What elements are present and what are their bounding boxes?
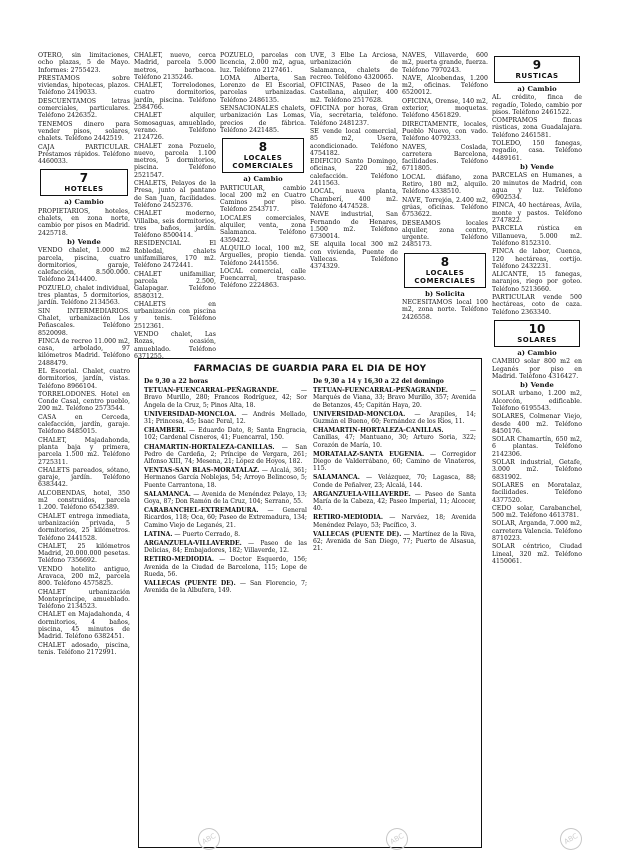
classified-ad: OFICINA por horas, Gran Vía, secretaria, teléfono. Teléfono 2481237. bbox=[310, 105, 398, 127]
classified-ad: COMPRAMOS fincas rústicas, zona Guadalajara. Teléfono 2461581. bbox=[492, 117, 582, 139]
district-name: CHAMBERI. bbox=[144, 427, 186, 435]
classified-ad: SOLAR céntrico, Ciudad Lineal, 320 m2. Teléfono 4150061. bbox=[492, 543, 582, 565]
district-name: ARGANZUELA-VILLAVERDE. bbox=[144, 540, 242, 548]
pharmacy-addresses: — Velázquez, 70; Lagasca, 88; Conde de Peñalver, 23; Alcalá, 144. bbox=[313, 474, 476, 489]
pharmacy-addresses: — Narváez, 18; Avenida Menéndez Pelayo, 53; Pacífico, 3. bbox=[313, 514, 476, 529]
classified-ad: CHALETS, Pelayos de la Presa, junto al pantano de San Juan, facilidades. Teléfono 2452376. bbox=[134, 180, 216, 209]
watermark-stamp: ABC bbox=[382, 824, 412, 854]
pharmacy-addresses: — Paseo de Santa María de la Cabeza, 42; Paseo Imperial, 11; Alcocer, 40. bbox=[313, 490, 476, 513]
classified-ad: CHALET adosado, piscina, tenis. Teléfono 2172991. bbox=[38, 641, 130, 656]
classified-ad: CHALET, 25 kilómetros Madrid, 20.000.000 pesetas. Teléfono 7356692. bbox=[38, 542, 130, 565]
pharmacy-hours: De 9,30 a 22 horas bbox=[144, 378, 209, 385]
pharmacy-column-right bbox=[313, 378, 476, 596]
classified-ad: SOLAR urbano, 1.200 m2, Alcorcón, edificable. Teléfono 6195543. bbox=[492, 390, 582, 412]
section-name: HOTELES bbox=[64, 185, 104, 194]
classified-ad: NAVE, Alcobendas, 1.200 m2, oficinas. Teléfono 6520012. bbox=[402, 74, 488, 97]
pharmacy-addresses: — Eduardo Dato, 8; Santa Engracia, 102; Cardenal Cisneros, 41; Fuencarral, 150. bbox=[144, 427, 307, 442]
pharmacy-entry bbox=[144, 467, 307, 489]
classified-ad: CHALET unifamiliar, parcela 2.500, Galapagar. Teléfono 8580312. bbox=[134, 270, 216, 300]
classified-ad: VENDO chalet, Las Rozas, ocasión, amueblado. Teléfono 6371255. bbox=[134, 330, 216, 360]
pharmacy-entry bbox=[144, 491, 307, 505]
classified-ad: DESEAMOS locales alquiler, zona centro, urgente. Teléfono 2485173. bbox=[402, 219, 488, 249]
pharmacy-entry bbox=[144, 540, 307, 554]
classified-ad: SE vende local comercial, 85 m2, Usera, acondicionado. Teléfono 4754182. bbox=[310, 127, 398, 157]
column-1 bbox=[38, 52, 130, 657]
district-name: LATINA. bbox=[144, 530, 173, 538]
district-name: VENTAS-SAN BLAS-MORATALAZ. bbox=[144, 467, 260, 475]
pharmacy-addresses: — Paseo de las Delicias, 84; Embajadores, 182; Villaverde, 12. bbox=[144, 540, 307, 555]
classified-ad: ALICANTE, 15 fanegas, naranjos, riego por goteo. Teléfono 5213660. bbox=[492, 271, 582, 293]
classified-ad: EL Escorial. Chalet, cuatro dormitorios, jardín, vistas. Teléfono 8966104. bbox=[38, 367, 130, 390]
subsection-cambio: a) Cambio bbox=[243, 175, 283, 184]
pharmacy-box bbox=[138, 358, 482, 848]
column-3 bbox=[220, 52, 306, 291]
classified-ad: DESCUENTAMOS letras comerciales, particulares. Teléfono 2426352. bbox=[38, 97, 130, 120]
pharmacy-addresses: — Puerto Cerrado, 8. bbox=[172, 530, 241, 538]
pharmacy-entry bbox=[144, 580, 307, 594]
classified-ad: AL crédito, finca de regadío, Toledo, cambio por pisos. Teléfono 2461522. bbox=[492, 94, 582, 116]
classified-ad: ALCOBENDAS, hotel, 350 m2 construidos, parcela 1.200. Teléfono 6542389. bbox=[38, 489, 130, 512]
classified-ad: OFICINA, Orense, 140 m2, exterior, moquetas. Teléfono 4561829. bbox=[402, 97, 488, 120]
classified-ad: VENDO chalet, 1.000 m2 parcela, piscina, cuatro dormitorios, garaje, calefacción, 8.500.000. Teléfono 2414400. bbox=[38, 247, 130, 284]
section-name: RUSTICAS bbox=[515, 72, 559, 80]
classified-ad: CHALET en Majadahonda, 4 dormitorios, 4 baños, piscina, 45 minutos de Madrid. Teléfono 6382451. bbox=[38, 611, 130, 641]
pharmacy-addresses: — Canillas, 47; Mantuano, 30; Arturo Soria, 322; Corazón de María, 10. bbox=[313, 427, 476, 449]
classified-ad: CHALET moderno, Villalba, seis dormitorios, tres baños, jardín. Teléfono 8500414. bbox=[134, 210, 216, 240]
section-header-locales-2 bbox=[404, 253, 486, 288]
pharmacy-addresses: — Alcalá, 361; Hermanos García Noblejas, 54; Arroyo Belincoso, 5; Fuente Carrantona, 18. bbox=[144, 467, 307, 489]
classified-ad: PARCELAS en Humanes, a 20 minutos de Madrid, con agua y luz. Teléfono 6902534. bbox=[492, 172, 582, 202]
classified-ad: NAVES, Villaverde, 600 m2, puerta grande, fuerza. Teléfono 7970243. bbox=[402, 52, 488, 74]
section-number: 10 bbox=[528, 321, 546, 336]
classified-ad: SE alquila local 300 m2 con vivienda, Puente de Vallecas. Teléfono 4374329. bbox=[310, 241, 398, 271]
pharmacy-addresses: — Andrés Mellado, 31; Princesa, 45; Isaac Peral, 12. bbox=[144, 410, 307, 426]
classified-ad: CASA en Cerceda, calefacción, jardín, garaje. Teléfono 8485015. bbox=[38, 413, 130, 436]
classified-ad: SIN INTERMEDIARIOS. Chalet, urbanización Los Peñascales. Teléfono 8520098. bbox=[38, 307, 130, 337]
pharmacy-entry bbox=[313, 474, 476, 488]
pharmacy-entry bbox=[144, 427, 307, 441]
district-name: MORATALAZ-SANTA EUGENIA. bbox=[313, 450, 425, 458]
classified-ad: CHALET, nuevo, cerca Madrid, parcela 5.000 metros, barbacoa. Teléfono 2135246. bbox=[134, 52, 216, 81]
pharmacy-addresses: — Avenida de Menéndez Pelayo, 13; Goya, 87; Don Ramón de la Cruz, 104; Serrano, 55. bbox=[144, 490, 307, 506]
classified-ad: DIRECTAMENTE, locales, Pueblo Nuevo, con vado. Teléfono 4079233. bbox=[402, 120, 488, 143]
pharmacy-entry bbox=[144, 531, 307, 538]
classified-ad: POZUELO, parcelas con licencia, 2.000 m2, agua, luz. Teléfono 2127461. bbox=[220, 52, 306, 74]
pharmacy-entry bbox=[313, 427, 476, 449]
subsection-vende: b) Vende bbox=[520, 162, 554, 171]
classified-ad: CHALETS pareados, sótano, garaje, jardín. Teléfono 6383442. bbox=[38, 466, 130, 489]
pharmacy-hours: De 9,30 a 14 y 16,30 a 22 del domingo bbox=[313, 378, 444, 385]
section-header-locales bbox=[222, 138, 304, 173]
watermark-stamp: ABC bbox=[556, 824, 586, 854]
classified-ad: CEDO solar, Carabanchel, 500 m2. Teléfono 4613781. bbox=[492, 504, 582, 520]
classified-ad: NAVE industrial, San Fernando de Henares, 1.500 m2. Teléfono 6730014. bbox=[310, 211, 398, 241]
column-2 bbox=[134, 52, 216, 361]
column-5 bbox=[402, 52, 488, 322]
pharmacy-addresses: — Martínez de la Riva, 62; Avenida de San Diego, 77; Puerto de Alsasua, 21. bbox=[313, 530, 476, 553]
section-number: 8 bbox=[258, 140, 268, 155]
classified-ad: ALQUILO local, 100 m2, Arguelles, propio tienda. Teléfono 2441556. bbox=[220, 244, 306, 267]
pharmacy-entry bbox=[313, 514, 476, 528]
column-6 bbox=[492, 52, 582, 566]
district-name: VALLECAS (PUENTE DE). bbox=[313, 530, 402, 538]
classified-ad: PARCELA rústica en Villanueva, 5.000 m2. Teléfono 8152310. bbox=[492, 225, 582, 247]
classified-ad: LOCAL, nueva planta, Chamberí, 400 m2. Teléfono 4474528. bbox=[310, 188, 398, 210]
classified-ad: OFICINAS, Paseo de la Castellana, alquiler, 400 m2. Teléfono 2517628. bbox=[310, 82, 398, 104]
classified-ad: LOMA Alberta, San Lorenzo de El Escorial, parcelas urbanizadas. Teléfono 2486135. bbox=[220, 74, 306, 104]
pharmacy-addresses: — Corregidor Diego de Valderrábano, 60; Camino de Vinateros, 115. bbox=[313, 450, 476, 473]
classified-ad: TOLEDO, 150 fanegas, regadío, casa. Teléfono 4489161. bbox=[492, 140, 582, 162]
pharmacy-addresses: — Doctor Esquerdo, 156; Avenida de la Ciudad de Barcelona, 115; Lope de Rueda, 56. bbox=[144, 556, 307, 578]
watermark-stamp: ABC bbox=[194, 824, 224, 854]
pharmacy-entry bbox=[313, 531, 476, 553]
classified-ad: FINCA de recreo 11.000 m2, casa, arbolado, 97 kilómetros Madrid. Teléfono 2488479. bbox=[38, 337, 130, 367]
pharmacy-entry bbox=[313, 387, 476, 409]
classified-ad: VENDO hotelito antiguo, Aravaca, 200 m2, parcela 800. Teléfono 4575825. bbox=[38, 565, 130, 588]
column-4 bbox=[310, 52, 398, 272]
classified-ad: CHALET, Torrelodones, cuatro dormitorios, jardín, piscina. Teléfono 2584766. bbox=[134, 82, 216, 112]
pharmacy-entry bbox=[144, 507, 307, 529]
classified-ad: NECESITAMOS local 100 m2, zona norte. Teléfono 2426558. bbox=[402, 299, 488, 321]
classified-ad: CHALETS en urbanización con piscina y tenis. Teléfono 2512361. bbox=[134, 300, 216, 330]
classified-ad: POZUELO, chalet individual, tres plantas, 5 dormitorios, jardín. Teléfono 2134563. bbox=[38, 284, 130, 307]
classified-ad: TENEMOS dinero para vender pisos, solares, chalets. Teléfono 2442519. bbox=[38, 120, 130, 143]
section-header-rusticas bbox=[494, 56, 580, 83]
subsection-vende: b) Vende bbox=[67, 237, 101, 246]
district-name: CHAMARTIN-HORTALEZA-CANILLAS. bbox=[313, 427, 444, 435]
pharmacy-entry bbox=[144, 411, 307, 425]
classified-ad: SOLAR Chamartín, 650 m2, 6 plantas. Teléfono 2142306. bbox=[492, 436, 582, 458]
district-name: SALAMANCA. bbox=[313, 474, 360, 482]
classified-ad: SOLARES, Colmenar Viejo, desde 400 m2. Teléfono 8450176. bbox=[492, 413, 582, 435]
district-name: ARGANZUELA-VILLAVERDE. bbox=[313, 490, 411, 498]
pharmacy-entry bbox=[144, 556, 307, 578]
section-name: LOCALES COMERCIALES bbox=[414, 268, 476, 285]
district-name: TETUAN-FUENCARRAL-PEÑAGRANDE. bbox=[144, 387, 279, 395]
section-header-solares bbox=[494, 320, 580, 347]
district-name: CHAMARTIN-HORTALEZA-CANILLAS. bbox=[144, 443, 275, 451]
classified-ad: LOCALES comerciales, alquiler, venta, zona Salamanca. Teléfono 4359422. bbox=[220, 214, 306, 244]
subsection-solicita: b) Solicita bbox=[425, 289, 465, 298]
district-name: RETIRO-MEDIODIA. bbox=[313, 514, 384, 522]
pharmacy-entry bbox=[313, 491, 476, 513]
section-number: 7 bbox=[79, 171, 89, 186]
classified-ad: FINCA de labor, Cuenca, 120 hectáreas, cortijo. Teléfono 2432231. bbox=[492, 248, 582, 270]
district-name: UNIVERSIDAD-MONCLOA. bbox=[144, 410, 237, 418]
section-number: 9 bbox=[532, 58, 542, 72]
classified-ad: SOLAR, Arganda, 7.000 m2, carretera Valencia. Teléfono 8710223. bbox=[492, 520, 582, 543]
pharmacy-entry bbox=[144, 387, 307, 409]
classified-ad: NAVE, Torrejón, 2.400 m2, grúas, oficinas. Teléfono 6753622. bbox=[402, 196, 488, 219]
classified-ad: NAVES, Coslada, carretera Barcelona, facilidades. Teléfono 6711805. bbox=[402, 143, 488, 173]
classified-ad: CHALET zona Pozuelo, nuevo, parcela 1.100 metros, 5 dormitorios, piscina. Teléfono 2521547. bbox=[134, 142, 216, 179]
classified-ad: PROPIETARIOS, hoteles, chalets, en zona norte, cambio por pisos en Madrid. 2425718. bbox=[38, 207, 130, 237]
classified-ad: CAJA PARTICULAR. Préstamos rápidos. Teléfono 4460033. bbox=[38, 143, 130, 166]
classified-ad: LOCAL diáfano, zona Retiro, 180 m2, alquilo. Teléfono 4338510. bbox=[402, 173, 488, 196]
pharmacy-addresses: — San Pedro de Cardeña, 2; Príncipe de Vergara, 261; Alfonso XIII, 74; Mesena, 21; López de Hoyos, 182. bbox=[144, 443, 307, 466]
section-name: LOCALES COMERCIALES bbox=[232, 154, 294, 171]
classified-ad: LOCAL comercial, calle Fuencarral, traspaso. Teléfono 2224863. bbox=[220, 267, 306, 290]
pharmacy-addresses: — San Florencio, 7; Avenida de la Albufera, 149. bbox=[144, 580, 307, 595]
section-name: SOLARES bbox=[517, 335, 557, 344]
district-name: RETIRO-MEDIODIA. bbox=[144, 556, 215, 564]
district-name: UNIVERSIDAD-MONCLOA. bbox=[313, 410, 406, 418]
classified-ad: CAMBIO solar 800 m2 en Leganés por piso en Madrid. Teléfono 4316427. bbox=[492, 358, 582, 380]
section-header-hoteles bbox=[40, 169, 128, 196]
classified-ad: CHALET alquiler, Somosaguas, amueblado, verano. Teléfono 2124726. bbox=[134, 112, 216, 142]
classified-ad: OTERO, sin limitaciones, ocho plazas, 5 de Mayo. Informes: 2755423. bbox=[38, 52, 130, 74]
pharmacy-entry bbox=[313, 411, 476, 425]
classified-ad: PARTICULAR, cambio local 200 m2 en Cuatro Caminos por piso. Teléfono 2543717. bbox=[220, 184, 306, 214]
classified-ad: RESIDENCIAL El Robledal, chalets unifamiliares, 170 m2. Teléfono 2472441. bbox=[134, 240, 216, 270]
classified-ad: PRESTAMOS sobre viviendas, hipotecas, plazos. Teléfono 2419033. bbox=[38, 74, 130, 97]
classified-ad: FINCA, 40 hectáreas, Ávila, monte y pastos. Teléfono 2747822. bbox=[492, 202, 582, 225]
pharmacy-title: FARMACIAS DE GUARDIA PARA EL DIA DE HOY bbox=[193, 364, 427, 374]
classified-ad: SENSACIONALES chalets, urbanización Las Lomas, precios de fábrica. Teléfono 2421485. bbox=[220, 105, 306, 134]
classified-ad: CHALET, Majadahonda, planta baja y primera, parcela 1.500 m2. Teléfono 2725311. bbox=[38, 436, 130, 466]
district-name: VALLECAS (PUENTE DE). bbox=[144, 580, 236, 588]
subsection-cambio: a) Cambio bbox=[64, 198, 104, 207]
subsection-cambio: a) Cambio bbox=[517, 348, 557, 357]
district-name: CARABANCHEL-EXTREMADURA. bbox=[144, 507, 259, 515]
district-name: SALAMANCA. bbox=[144, 490, 191, 498]
pharmacy-addresses: — Bravo Murillo, 280; Francos Rodríguez, 42; Sor Ángela de la Cruz, 5; Pinos Alta, 18. bbox=[144, 387, 307, 409]
classified-ad: TORRELODONES. Hotel en Conde Casal, centro pueblo, 200 m2. Teléfono 2573544. bbox=[38, 390, 130, 413]
classified-ad: PARTICULAR vende 500 hectáreas, coto de caza. Teléfono 2363340. bbox=[492, 294, 582, 316]
section-number: 8 bbox=[440, 254, 450, 269]
pharmacy-addresses: — Arapiles, 14; Guzmán el Bueno, 60; Fernández de los Ríos, 11. bbox=[313, 410, 476, 426]
pharmacy-entry bbox=[144, 444, 307, 466]
district-name: TETUAN-FUENCARRAL-PEÑAGRANDE. bbox=[313, 387, 448, 395]
classified-ad: SOLAR industrial, Getafe, 3.000 m2. Teléfono 6831902. bbox=[492, 459, 582, 481]
subsection-cambio: a) Cambio bbox=[517, 85, 557, 93]
pharmacy-entry bbox=[313, 451, 476, 473]
classified-ad: CHALET entrega inmediata, urbanización privada, 5 dormitorios, 25 kilómetros. Teléfono 2441528. bbox=[38, 512, 130, 542]
subsection-vende: b) Vende bbox=[520, 381, 554, 390]
pharmacy-addresses: — Marqués de Viana, 33; Bravo Murillo, 357; Avenida de Betanzos, 45; Capitán Haya, 20. bbox=[313, 387, 476, 409]
classified-ad: SOLARES en Moratalaz, facilidades. Teléfono 4377520. bbox=[492, 481, 582, 504]
pharmacy-addresses: — General Ricardos, 118; Oca, 60; Paseo de Extremadura, 134; Camino Viejo de Leganés, 21. bbox=[144, 507, 307, 529]
classified-ad: UVE, 3 Elbe La Arciosa, urbanización de Salamanca, chalets de recreo. Teléfono 4320065. bbox=[310, 52, 398, 81]
classified-ad: CHALET urbanización Montepríncipe, amueblado. Teléfono 2134523. bbox=[38, 588, 130, 611]
classified-ad: EDIFICIO Santo Domingo, oficinas, 220 m2, calefacción. Teléfono 2411563. bbox=[310, 158, 398, 188]
pharmacy-column-left bbox=[144, 378, 307, 596]
